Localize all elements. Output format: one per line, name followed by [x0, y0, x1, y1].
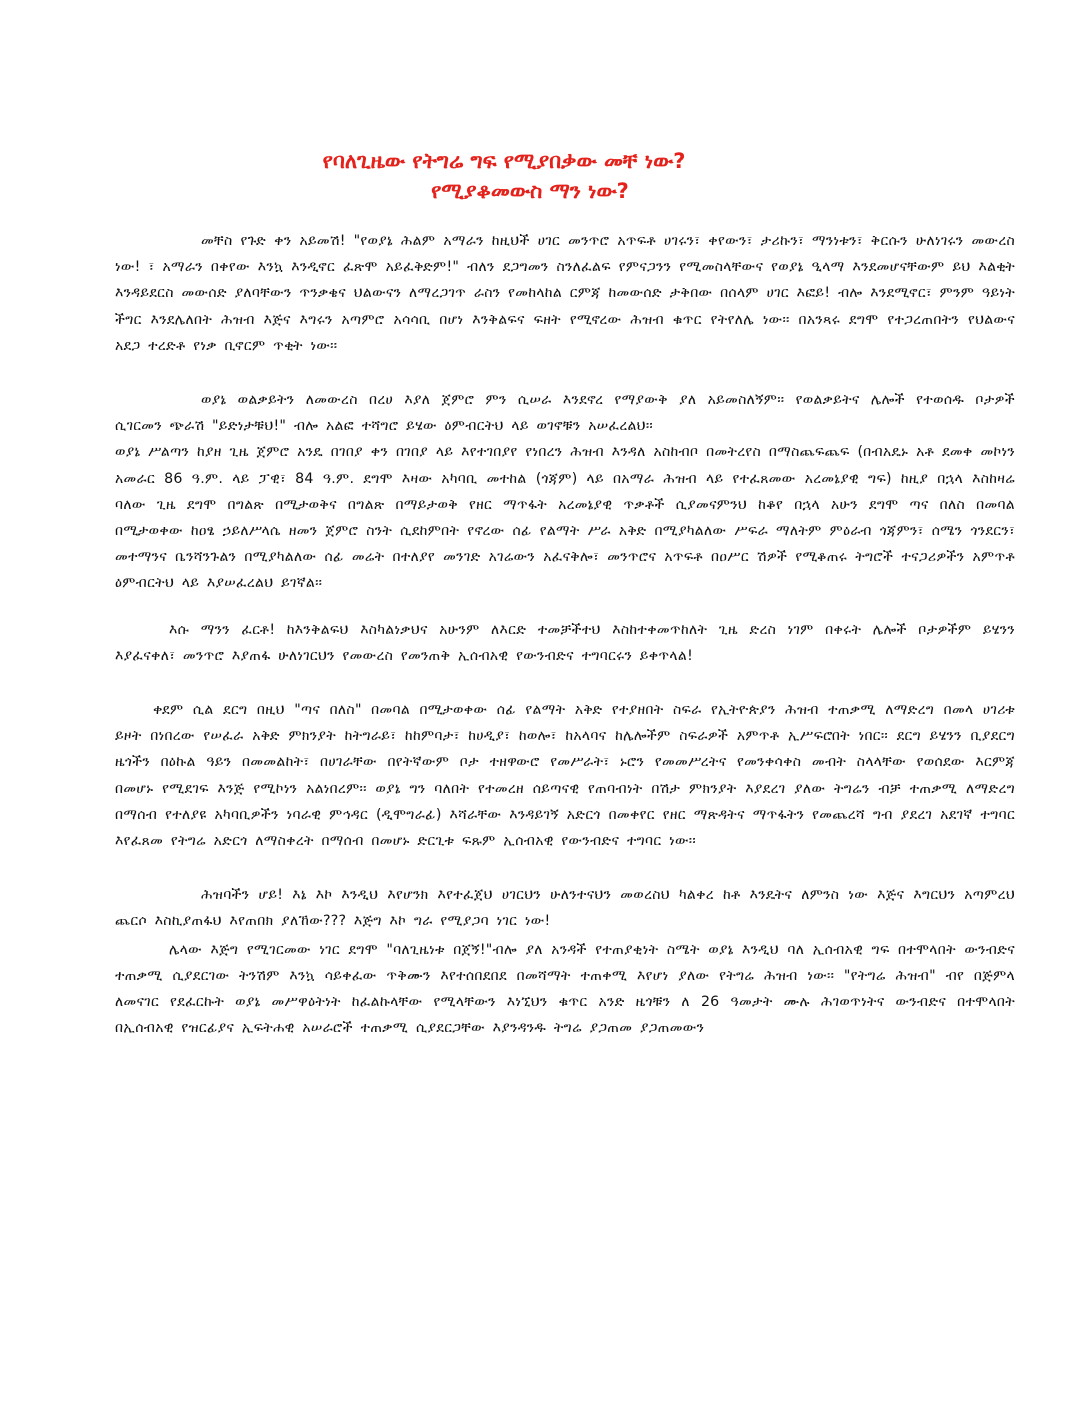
paragraph-5: ቀደም ሲል ደርግ በዚህ "ጣና በለስ" በመባል በሚታወቀው ሰፊ የልማት አቅድ የተያዘበት ስፍራ የኢትዮጵያን ሕዝብ ተጠቃሚ ለማድረግ በመላ ሀገሪቱ ይዞት በነበረው የሠፈራ አቅድ ምክንያት ከትግራይ፣ ከከምባታ፣ ከሀዲያ፣ ከወሎ፣ ከአላባና ከሌሎችም ስፍራዎች አምጥቶ ኢሥፍሮበት ነበር፡፡ ደርግ ይሄንን ቢያደርግ ዜጎችን በዕኩል ዓይን በመመልከት፣ በሀገራቸው በየትኛውም ቦታ ተዘዋውሮ የመሥራት፣ ኑሮን የመመሥረትና የመንቀሳቀስ መብት ስላላቸው የወሰደው እርምጃ በመሆኑ የሚደገፍ እንጅ የሚኮነን አልነበረም፡፡ ወያኔ ግን ባለበት የተመረዘ ሰይጣናዊ የጠባብነት በሽታ ምክንያት እያደረገ ያለው ትግሬን ብቻ ተጠቃሚ ለማድረግ በማሰብ የተለያዩ አካባቢዎችን ነባራዊ ምኅዳር (ዲሞግራፊ) እሻራቸው እንዳይገኝ አድርጎ በመቀየር የዘር ማጽዳትና ማጥፋትን የመጨረሻ ግብ ያደረገ አደገኛ ተግባር እየፈጸመ የትግሬ አድርጎ ለማስቀረት በማሰብ በመሆኑ ድርጊቱ ፍጹም ኢሰብአዊ የውንብድና ተግባር ነው፡፡ — [115, 702, 1015, 850]
paragraph-7: ሌላው እጅግ የሚገርመው ነገር ደግሞ "ባለጊዜነቱ በጀኝ!"ብሎ ያለ አንዳች የተጠያቂነት ስሜት ወያኔ እንዲህ ባለ ኢሰብአዊ ግፍ በተሞላበት ውንብድና ተጠቃሚ ሲያደርገው ትንሽም እንኳ ሳይቀፈው ጥቅሙን እየተሰበደበደ በመሻማት ተጠቀሚ እየሆነ ያለው የትግሬ ሕዝብ ነው፡፡ "የትግሬ ሕዝብ" ብየ በጅምላ ለመናገር የደፈርኩት ወያኔ መሥዋዕትነት ከፈልኩላቸው የሚላቸውን እነኚህን ቁጥር አንድ ዜጎቹን ለ 26 ዓመታት ሙሉ ሕገወጥነትና ውንብድና በተሞላበት በኢሰብአዊ የዝርፊያና ኢፍትሐዊ አሠራሮች ተጠቃሚ ሲያደርጋቸው እያንዳንዱ ትግሬ ያጋጠመ ያጋጠመውን — [115, 941, 1015, 1037]
paragraph-6: ሕዝባችን ሆይ! እኔ እኮ እንዲህ እየሆንክ እየተፈጀህ ሀገርህን ሁለንተናህን መወረስህ ካልቀረ ከቶ እንዴትና ለምንስ ነው እጅና እግርህን አጣምረህ ጨርሶ እስኪያጠፋህ እየጠበክ ያለኸው??? እጅግ እኮ ግራ የሚያጋባ ነገር ነው! — [115, 887, 1015, 930]
title-line-2: የሚያቆመውስ ማን ነው? — [431, 179, 629, 203]
paragraph-3: ወያኔ ሥልጣን ከያዘ ጊዜ ጀምሮ አንዴ በገበያ ቀን በገበያ ላይ እየተገበያየ የነበረን ሕዝብ እንዳለ አስከብቦ በመትረየስ በማስጨፍጨፍ (በብአዴኑ አቶ ደመቀ መኮነን አመራር 86 ዓ.ም. ላይ ፓዊ፣ 84 ዓ.ም. ደግሞ እዛው አካባቢ መተከል (ጎጃም) ላይ በአማራ ሕዝብ ላይ የተፈጸመው አረመኔያዊ ግፍ) ከዚያ በኋላ እስከዛሬ ባለው ጊዜ ደግሞ በግልጽ በሚታወቅና በግልጽ በማይታወቅ የዘር ማጥፋት አረመኔያዊ ጥቃቶች ሲያመናምንህ ከቆየ በኋላ አሁን ደግሞ ጣና በለስ በመባል በሚታወቀው ከዐፄ ኃይለሥላሴ ዘመን ጀምሮ ስንት ሲደከምበት የኖረው ሰፊ የልማት ሥራ አቅድ በሚያካልለው ሥፍራ ማለትም ምዕራብ ጎጃምን፣ ሰሜን ጎንደርን፣ መተማንና ቤንሻንጉልን በሚያካልለው ሰፊ መሬት በተለያየ መንገድ አገሬውን አፈናቅሎ፣ መንጥሮና አጥፍቶ በዐሥር ሽዎች የሚቆጠሩ ትግሮች ተናጋሪዎችን አምጥቶ ዕምብርትህ ላይ እያሠፈረልህ ይገኛል፡፡ — [115, 444, 1015, 592]
paragraph-1: መቸስ የጉድ ቀን አይመሽ! "የወያኔ ሕልም አማራን ከዚህች ሀገር መንጥሮ አጥፍቶ ሀገሩን፣ ቀየውን፣ ታሪኩን፣ ማንነቱን፣ ቅርሱን ሁለነገሩን መውረስ ነው! ፣ አማራን በቀየው እንኳ እንዲኖር ፈጽሞ አይፈቅድም!" ብለን ደጋግመን ስንለፈልፍ የምናጋንን የሚመስላቸውና የወያኔ ዒላማ እንደመሆናቸውም ይህ እልቂት እንዳይደርስ መውሰድ ያለባቸውን ጥንቃቄና ህልውናን ለማረጋገጥ ራስን የመከላከል ርምጃ ከመውሰድ ታቅበው በሰላም ሀገር እፎይ! ብሎ እንደሚኖር፣ ምንም ዓይነት ችግር እንደሌለበት ሕዝብ እጅና እግሩን አጣምሮ አሳሳቢ በሆነ እንቅልፍና ፍዘት የሚኖረው ሕዝብ ቁጥር የትየለሌ ነው፡፡ በአንጻሩ ደግሞ የተጋረጠበትን የህልውና አደጋ ተረድቶ የነቃ ቢኖርም ጥቂት ነው፡፡ — [115, 233, 1015, 354]
article-title — [0, 146, 1088, 206]
paragraph-4: እሱ ማንን ፈርቶ! ከእንቅልፍህ እስካልነቃህና አሁንም ለእርድ ተመቻችተህ እስከተቀመጥከለት ጊዜ ድረስ ነገም በቀሩት ሌሎች ቦታዎችም ይሄንን እያፈናቀለ፣ መንጥሮ እያጠፋ ሁለነገርህን የመውረስ የመንጠቅ ኢሰብአዊ የውንብድና ተግባርሩን ይቀጥላል! — [115, 621, 1015, 664]
paragraph-2: ወያኔ ወልቃይትን ለመውረስ በረሀ እያለ ጀምሮ ምን ሲሠራ እንደኖረ የማያውቅ ያለ አይመስለኝም፡፡ የወልቃይትና ሌሎች የተወሰዱ ቦታዎች ሲገርመን ጭራሽ "ይድነታቹህ!" ብሎ አልፎ ተሻግሮ ይሄው ዕምብርትህ ላይ ወገኖቹን አሠፈረልህ፡፡ — [115, 392, 1015, 435]
article-body — [115, 228, 1015, 1041]
title-line-1: የባለጊዜው የትግሬ ግፍ የሚያበቃው መቸ ነው? — [322, 149, 686, 173]
